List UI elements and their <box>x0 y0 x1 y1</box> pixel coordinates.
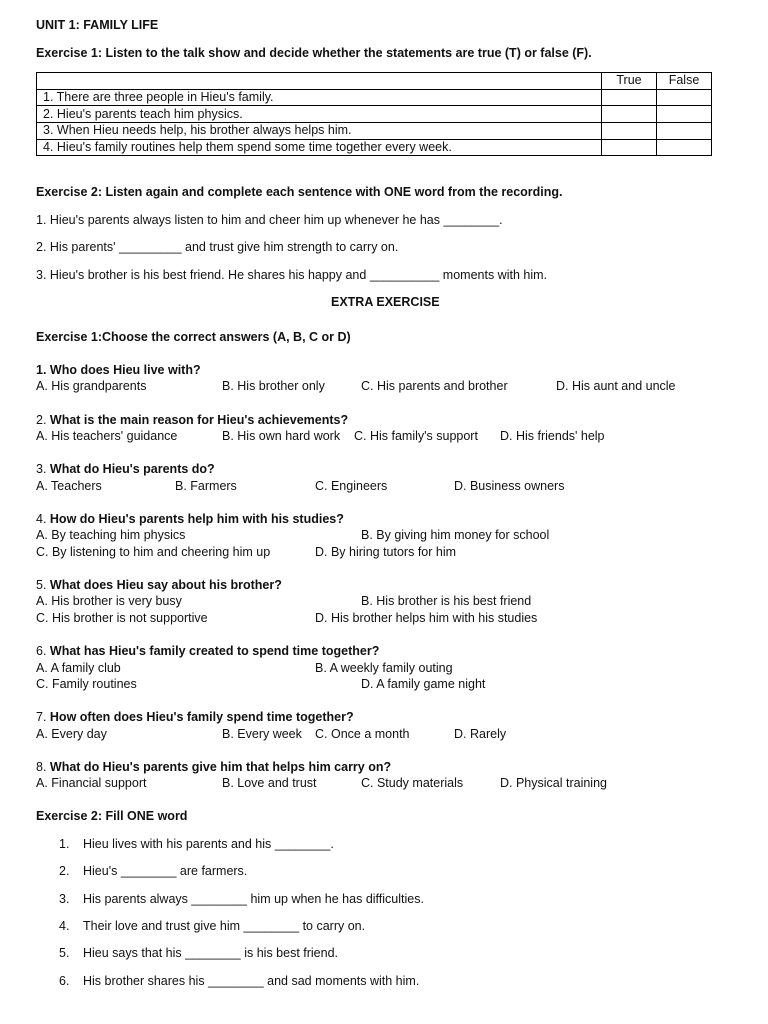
option[interactable]: A. Teachers <box>36 479 102 493</box>
question <box>36 412 348 429</box>
question <box>36 362 201 379</box>
option[interactable]: B. A weekly family outing <box>315 661 453 675</box>
fill-item-number: 6. <box>59 974 70 988</box>
fill-title: Exercise 2: Fill ONE word <box>36 809 188 823</box>
fill-item-text: Hieu's ________ are farmers. <box>83 864 248 878</box>
ex2-title: Exercise 2: Listen again and complete each sentence with ONE word from the recording. <box>36 185 563 199</box>
statement-header-cell <box>37 73 602 90</box>
option[interactable]: A. His grandparents <box>36 379 147 393</box>
option[interactable]: A. By teaching him physics <box>36 528 186 542</box>
statement-cell: 1. There are three people in Hieu's family. <box>37 89 602 106</box>
extra-exercise-title: EXTRA EXERCISE <box>331 295 440 309</box>
option[interactable]: B. Farmers <box>175 479 237 493</box>
option[interactable]: B. His brother only <box>222 379 325 393</box>
question-number: 6. <box>36 644 50 658</box>
question <box>36 511 344 528</box>
true-answer-cell[interactable] <box>602 123 657 140</box>
question-text: What do Hieu's parents give him that helps him carry on? <box>49 760 392 774</box>
option[interactable]: C. His parents and brother <box>361 379 508 393</box>
fill-item-text: Their love and trust give him ________ to carry on. <box>83 919 366 933</box>
option[interactable]: C. Study materials <box>361 776 464 790</box>
statement-cell: 4. Hieu's family routines help them spend some time together every week. <box>37 139 602 156</box>
fill-item-text: His brother shares his ________ and sad moments with him. <box>83 974 420 988</box>
false-answer-cell[interactable] <box>657 106 712 123</box>
fill-item-number: 2. <box>59 864 70 878</box>
question-number: 4. <box>36 512 50 526</box>
option[interactable]: A. A family club <box>36 661 121 675</box>
mc-title: Exercise 1:Choose the correct answers (A, B, C or D) <box>36 330 351 344</box>
question-number: 7. <box>36 710 50 724</box>
table-row <box>37 89 712 106</box>
true-false-table <box>36 72 712 156</box>
fill-item-text: Hieu says that his ________ is his best friend. <box>83 946 339 960</box>
fill-item-text: His parents always ________ him up when he has difficulties. <box>83 892 424 906</box>
question-text: What do Hieu's parents do? <box>49 462 215 476</box>
question-text: How do Hieu's parents help him with his studies? <box>49 512 344 526</box>
option[interactable]: B. His brother is his best friend <box>361 594 532 608</box>
ex2-item: 2. His parents' _________ and trust give him strength to carry on. <box>36 240 399 254</box>
option[interactable]: D. Rarely <box>454 727 507 741</box>
true-answer-cell[interactable] <box>602 89 657 106</box>
option[interactable]: A. His teachers' guidance <box>36 429 178 443</box>
option[interactable]: C. Engineers <box>315 479 388 493</box>
option[interactable]: D. By hiring tutors for him <box>315 545 457 559</box>
question <box>36 643 379 660</box>
question <box>36 577 282 594</box>
ex2-item: 1. Hieu's parents always listen to him and cheer him up whenever he has ________. <box>36 213 503 227</box>
question <box>36 759 391 776</box>
option[interactable]: C. Once a month <box>315 727 410 741</box>
ex2-item: 3. Hieu's brother is his best friend. He shares his happy and __________ moments with him. <box>36 268 547 282</box>
table-header-row <box>37 73 712 90</box>
unit-title: UNIT 1: FAMILY LIFE <box>36 18 159 32</box>
question-text: How often does Hieu's family spend time together? <box>49 710 354 724</box>
table-row <box>37 139 712 156</box>
option[interactable]: C. By listening to him and cheering him up <box>36 545 271 559</box>
option[interactable]: B. By giving him money for school <box>361 528 550 542</box>
question-text: What does Hieu say about his brother? <box>49 578 282 592</box>
false-answer-cell[interactable] <box>657 139 712 156</box>
option[interactable]: A. Every day <box>36 727 107 741</box>
ex1-title: Exercise 1: Listen to the talk show and decide whether the statements are true (T) or false (F). <box>36 46 592 60</box>
fill-item-number: 5. <box>59 946 70 960</box>
question <box>36 709 354 726</box>
option[interactable]: D. His brother helps him with his studies <box>315 611 538 625</box>
false-header: False <box>657 73 712 90</box>
table-row <box>37 106 712 123</box>
question-number: 1. <box>36 363 50 377</box>
question-text: What has Hieu's family created to spend time together? <box>49 644 380 658</box>
false-answer-cell[interactable] <box>657 123 712 140</box>
option[interactable]: C. His family's support <box>354 429 478 443</box>
option[interactable]: B. Love and trust <box>222 776 317 790</box>
statement-cell: 2. Hieu's parents teach him physics. <box>37 106 602 123</box>
false-answer-cell[interactable] <box>657 89 712 106</box>
option[interactable]: A. His brother is very busy <box>36 594 182 608</box>
question <box>36 461 215 478</box>
option[interactable]: C. Family routines <box>36 677 137 691</box>
option[interactable]: B. Every week <box>222 727 302 741</box>
question-number: 5. <box>36 578 50 592</box>
fill-item-text: Hieu lives with his parents and his ________. <box>83 837 334 851</box>
question-number: 8. <box>36 760 50 774</box>
fill-item-number: 1. <box>59 837 70 851</box>
option[interactable]: D. Physical training <box>500 776 607 790</box>
option[interactable]: D. A family game night <box>361 677 486 691</box>
question-number: 2. <box>36 413 50 427</box>
question-number: 3. <box>36 462 50 476</box>
true-answer-cell[interactable] <box>602 139 657 156</box>
question-text: Who does Hieu live with? <box>49 363 201 377</box>
fill-item-number: 4. <box>59 919 70 933</box>
option[interactable]: D. His aunt and uncle <box>556 379 676 393</box>
option[interactable]: C. His brother is not supportive <box>36 611 208 625</box>
option[interactable]: D. His friends' help <box>500 429 605 443</box>
true-answer-cell[interactable] <box>602 106 657 123</box>
table-row <box>37 123 712 140</box>
option[interactable]: A. Financial support <box>36 776 147 790</box>
statement-cell: 3. When Hieu needs help, his brother always helps him. <box>37 123 602 140</box>
option[interactable]: B. His own hard work <box>222 429 341 443</box>
fill-item-number: 3. <box>59 892 70 906</box>
option[interactable]: D. Business owners <box>454 479 565 493</box>
true-header: True <box>602 73 657 90</box>
question-text: What is the main reason for Hieu's achievements? <box>49 413 349 427</box>
